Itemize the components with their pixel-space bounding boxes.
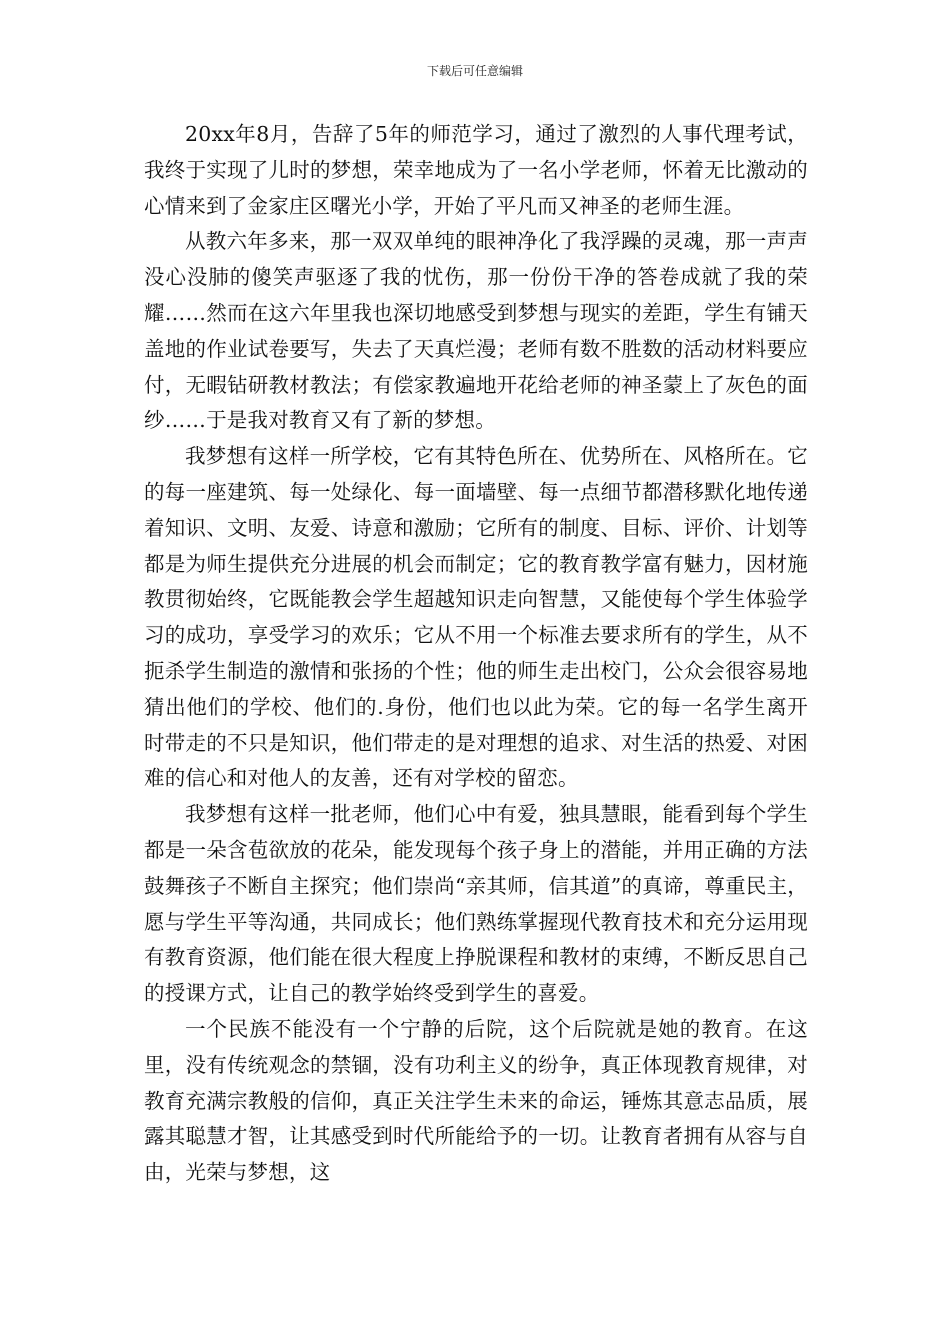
paragraph-5: 一个民族不能没有一个宁静的后院，这个后院就是她的教育。在这里，没有传统观念的禁锢，没有功利主义的纷争，真正体现教育规律，对教育充满宗教般的信仰，真正关注学生未来的命运，锤炼其意志品质，展露其聪慧才智，让其感受到时代所能给予的一切。让教育者拥有从容与自由，光荣与梦想，这 (144, 1016, 808, 1185)
paragraph-3: 我梦想有这样一所学校，它有其特色所在、优势所在、风格所在。它的每一座建筑、每一处绿化、每一面墙壁、每一点细节都潜移默化地传递着知识、文明、友爱、诗意和激励；它所有的制度、目标、评价、计划等都是为师生提供充分进展的机会而制定；它的教育教学富有魅力，因材施教贯彻始终，它既能教会学生超越知识走向智慧，又能使每个学生体验学习的成功，享受学习的欢乐；它从不用一个标准去要求所有的学生，从不扼杀学生制造的激情和张扬的个性；他的师生走出校门，公众会很容易地猜出他们的学校、他们的.身份，他们也以此为荣。它的每一名学生离开时带走的不只是知识，他们带走的是对理想的追求、对生活的热爱、对困难的信心和对他人的友善，还有对学校的留恋。 (144, 444, 808, 791)
page-header: 下载后可任意编辑 (426, 64, 523, 78)
paragraph-2: 从教六年多来，那一双双单纯的眼神净化了我浮躁的灵魂，那一声声没心没肺的傻笑声驱逐了我的忧伤，那一份份干净的答卷成就了我的荣耀……然而在这六年里我也深切地感受到梦想与现实的差距，学生有铺天盖地的作业试卷要写，失去了天真烂漫；老师有数不胜数的活动材料要应付，无暇钻研教材教法；有偿家教遍地开花给老师的神圣蒙上了灰色的面纱……于是我对教育又有了新的梦想。 (144, 229, 808, 433)
paragraph-4: 我梦想有这样一批老师，他们心中有爱，独具慧眼，能看到每个学生都是一朵含苞欲放的花朵，能发现每个孩子身上的潜能，并用正确的方法鼓舞孩子不断自主探究；他们崇尚“亲其师，信其道”的真谛，尊重民主，愿与学生平等沟通，共同成长；他们熟练掌握现代教育技术和充分运用现有教育资源，他们能在很大程度上挣脱课程和教材的束缚，不断反思自己的授课方式，让自己的教学始终受到学生的喜爱。 (144, 802, 808, 1006)
document-body (144, 117, 808, 1191)
paragraph-1: 20xx年8月，告辞了5年的师范学习，通过了激烈的人事代理考试，我终于实现了儿时的梦想，荣幸地成为了一名小学老师，怀着无比激动的心情来到了金家庄区曙光小学，开始了平凡而又神圣的老师生涯。 (144, 122, 808, 218)
